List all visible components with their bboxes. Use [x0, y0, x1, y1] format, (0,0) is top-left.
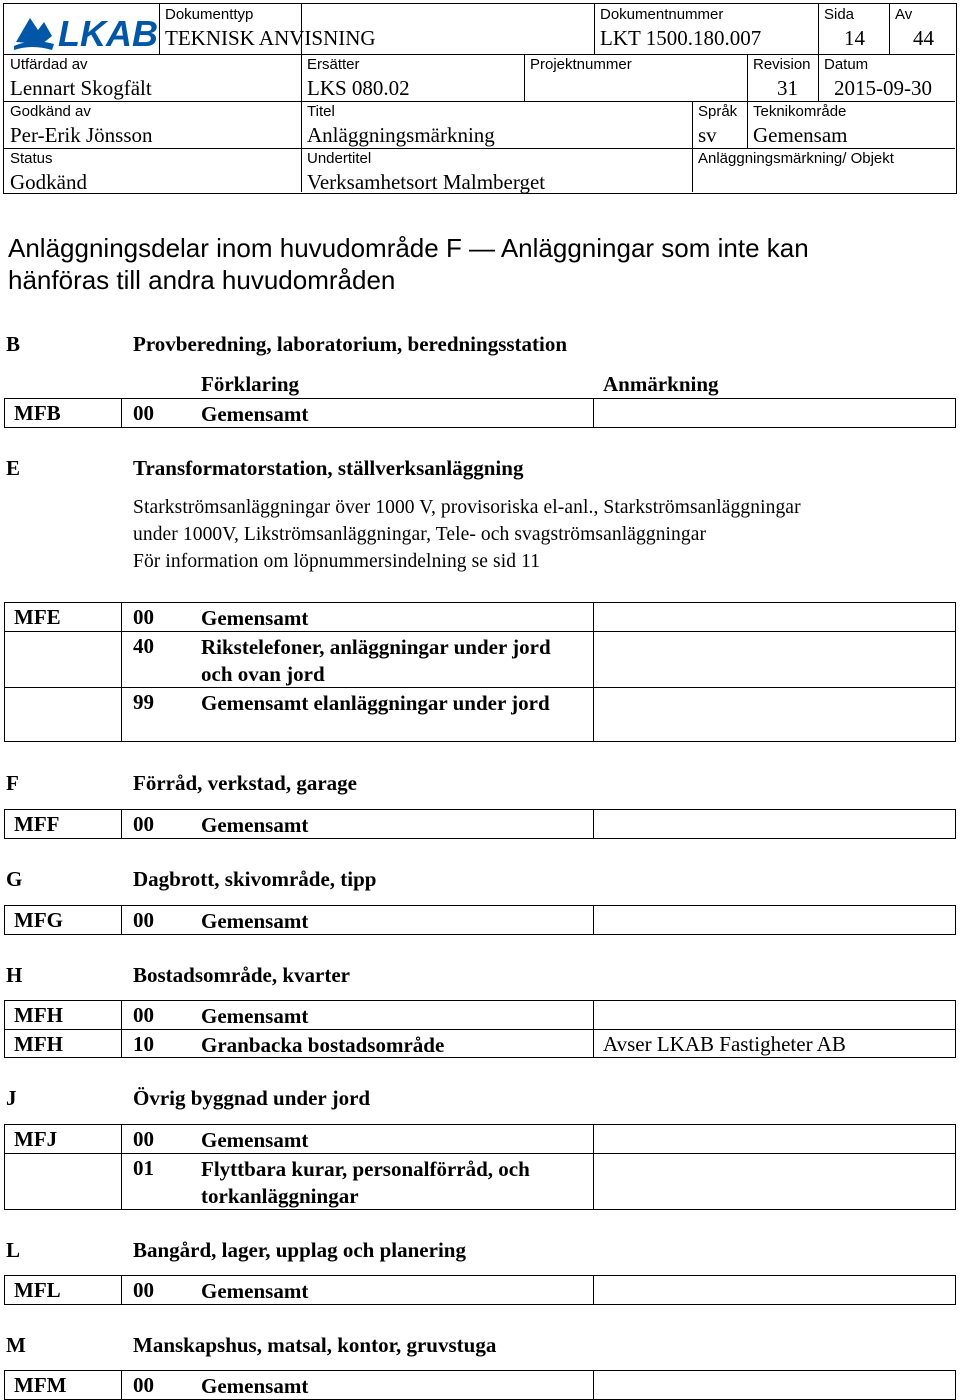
code-table-f: [4, 809, 956, 839]
section-letter: B: [6, 332, 21, 356]
page-total-label: Av: [895, 6, 913, 23]
table-divider: [121, 1371, 122, 1399]
table-row: [5, 1276, 955, 1304]
category-cell: [692, 148, 955, 192]
doc-type-value: TEKNISK ANVISNING: [165, 26, 376, 50]
section-title: Transformatorstation, ställverksanläggning: [133, 456, 524, 480]
number-cell: 00: [133, 812, 154, 836]
section-letter: M: [6, 1333, 26, 1357]
section-letter: G: [6, 867, 23, 891]
section-note: För information om löpnummersindelning se sid 11: [133, 551, 541, 572]
section-title: Provberedning, laboratorium, beredningsstation: [133, 332, 568, 356]
table-divider: [593, 632, 594, 687]
section-title: Bangård, lager, upplag och planering: [133, 1238, 466, 1262]
table-row: [5, 1125, 955, 1153]
date-cell: [818, 54, 955, 101]
table-row: [5, 1371, 955, 1399]
title-label: Titel: [307, 103, 335, 120]
table-divider: [593, 1276, 594, 1304]
table-divider: [593, 1125, 594, 1153]
language-cell: [692, 101, 747, 148]
code-table-h: [4, 1000, 956, 1058]
approved-by-label: Godkänd av: [10, 103, 91, 120]
description-cell: Gemensamt: [201, 402, 309, 426]
code-cell: MFF: [14, 812, 60, 836]
svg-text:LKAB: LKAB: [58, 13, 158, 52]
status-label: Status: [10, 150, 53, 167]
section-letter: F: [6, 771, 19, 795]
subtitle-cell: [301, 148, 692, 192]
table-divider: [593, 1001, 594, 1029]
code-table-e: [4, 602, 956, 742]
subtitle-label: Undertitel: [307, 150, 372, 167]
language-label: Språk: [698, 103, 738, 120]
number-cell: 00: [133, 401, 154, 425]
title-value: Anläggningsmärkning: [307, 123, 495, 147]
status-value: Godkänd: [10, 170, 87, 194]
doc-number-label: Dokumentnummer: [600, 6, 724, 23]
date-value: 2015-09-30: [834, 76, 932, 100]
code-cell: MFM: [14, 1373, 67, 1397]
code-cell: MFH: [14, 1032, 63, 1056]
table-row: [5, 399, 955, 427]
description-cell: Gemensamt: [201, 1374, 309, 1398]
date-label: Datum: [824, 56, 869, 73]
description-cell: Gemensamt: [201, 813, 309, 837]
revision-label: Revision: [753, 56, 811, 73]
table-row: [5, 1029, 955, 1057]
table-row: [5, 906, 955, 934]
replaces-cell: [301, 54, 524, 101]
code-cell: MFB: [14, 401, 61, 425]
section-letter: J: [6, 1086, 17, 1110]
table-divider: [593, 810, 594, 838]
number-cell: 00: [133, 605, 154, 629]
doc-type-label: Dokumenttyp: [165, 6, 254, 23]
code-cell: MFE: [14, 605, 61, 629]
number-cell: 01: [133, 1156, 154, 1180]
description-cell: Gemensamt elanläggningar under jord: [201, 691, 550, 715]
section-title: Förråd, verkstad, garage: [133, 771, 357, 795]
table-divider: [121, 1030, 122, 1057]
number-cell: 00: [133, 1003, 154, 1027]
code-cell: MFJ: [14, 1127, 58, 1151]
tech-area-label: Teknikområde: [753, 103, 847, 120]
table-divider: [593, 906, 594, 934]
section-title: Manskapshus, matsal, kontor, gruvstuga: [133, 1333, 497, 1357]
code-table-j: [4, 1124, 956, 1210]
table-divider: [121, 632, 122, 687]
description-cell: Gemensamt: [201, 606, 309, 630]
page-cell: [818, 4, 889, 54]
column-header-explanation: Förklaring: [201, 372, 299, 396]
table-divider: [593, 1030, 594, 1057]
table-divider: [593, 603, 594, 631]
table-divider: [121, 603, 122, 631]
lkab-logo: [12, 10, 158, 52]
document-header: [3, 3, 957, 194]
project-label: Projektnummer: [530, 56, 632, 73]
tech-area-value: Gemensam: [753, 123, 848, 147]
section-title: Bostadsområde, kvarter: [133, 963, 350, 987]
section-note: under 1000V, Likströmsanläggningar, Tele- och svagströmsanläggningar: [133, 524, 707, 545]
section-title: Dagbrott, skivområde, tipp: [133, 867, 377, 891]
tech-area-cell: [747, 101, 955, 148]
section-title: Övrig byggnad under jord: [133, 1086, 371, 1110]
number-cell: 00: [133, 1278, 154, 1302]
issued-by-value: Lennart Skogfält: [10, 76, 152, 100]
description-cell: Granbacka bostadsområde: [201, 1033, 445, 1057]
page-total-cell: [889, 4, 955, 54]
remark-cell: Avser LKAB Fastigheter AB: [603, 1032, 846, 1056]
revision-value: 31: [777, 76, 798, 100]
page-label: Sida: [824, 6, 855, 23]
table-divider: [121, 688, 122, 741]
table-divider: [121, 1154, 122, 1209]
page-value: 14: [844, 26, 865, 50]
status-cell: [4, 148, 301, 192]
doc-number-value: LKT 1500.180.007: [600, 26, 762, 50]
table-divider: [593, 399, 594, 427]
section-letter: E: [6, 456, 21, 480]
language-value: sv: [698, 123, 717, 147]
title-cell: [301, 101, 692, 148]
code-table-m: [4, 1370, 956, 1400]
page-total-value: 44: [913, 26, 934, 50]
section-letter: L: [6, 1238, 21, 1262]
table-row: [5, 687, 955, 741]
table-row: [5, 1153, 955, 1209]
number-cell: 00: [133, 1373, 154, 1397]
description-cell: Gemensamt: [201, 909, 309, 933]
number-cell: 10: [133, 1032, 154, 1056]
table-divider: [121, 399, 122, 427]
code-cell: MFG: [14, 908, 63, 932]
project-cell: [524, 54, 747, 101]
table-divider: [121, 906, 122, 934]
page-heading-line-2: hänföras till andra huvudområden: [8, 265, 396, 295]
replaces-label: Ersätter: [307, 56, 360, 73]
table-row: [5, 1001, 955, 1029]
issued-by-cell: [4, 54, 301, 101]
doc-number-cell: [594, 4, 818, 54]
table-divider: [593, 1371, 594, 1399]
code-cell: MFH: [14, 1003, 63, 1027]
number-cell: 00: [133, 1127, 154, 1151]
issued-by-label: Utfärdad av: [10, 56, 88, 73]
revision-cell: [747, 54, 818, 101]
subtitle-value: Verksamhetsort Malmberget: [307, 170, 546, 194]
number-cell: 40: [133, 634, 154, 658]
table-divider: [593, 1154, 594, 1209]
approved-by-value: Per-Erik Jönsson: [10, 123, 153, 147]
table-divider: [121, 1276, 122, 1304]
code-table-l: [4, 1275, 956, 1305]
code-table-g: [4, 905, 956, 935]
description-cell: Rikstelefoner, anläggningar under jord och ovan jord: [201, 635, 551, 686]
code-cell: MFL: [14, 1278, 61, 1302]
description-cell: Gemensamt: [201, 1279, 309, 1303]
table-row: [5, 810, 955, 838]
table-row: [5, 631, 955, 687]
code-table-b: [4, 398, 956, 428]
section-letter: H: [6, 963, 23, 987]
category-label: Anläggningsmärkning/ Objekt: [698, 150, 894, 167]
number-cell: 99: [133, 690, 154, 714]
table-divider: [593, 688, 594, 741]
description-cell: Flyttbara kurar, personalförråd, och torkanläggningar: [201, 1157, 530, 1208]
table-divider: [121, 1001, 122, 1029]
description-cell: Gemensamt: [201, 1004, 309, 1028]
approved-by-cell: [4, 101, 301, 148]
table-divider: [121, 810, 122, 838]
number-cell: 00: [133, 908, 154, 932]
doc-type-cell: [159, 4, 376, 54]
page-heading-line-1: Anläggningsdelar inom huvudområde F — Anläggningar som inte kan: [8, 233, 809, 263]
description-cell: Gemensamt: [201, 1128, 309, 1152]
table-divider: [121, 1125, 122, 1153]
table-row: [5, 603, 955, 631]
replaces-value: LKS 080.02: [307, 76, 410, 100]
section-note: Starkströmsanläggningar över 1000 V, provisoriska el-anl., Starkströmsanläggningar: [133, 497, 801, 518]
column-header-remark: Anmärkning: [603, 372, 719, 396]
